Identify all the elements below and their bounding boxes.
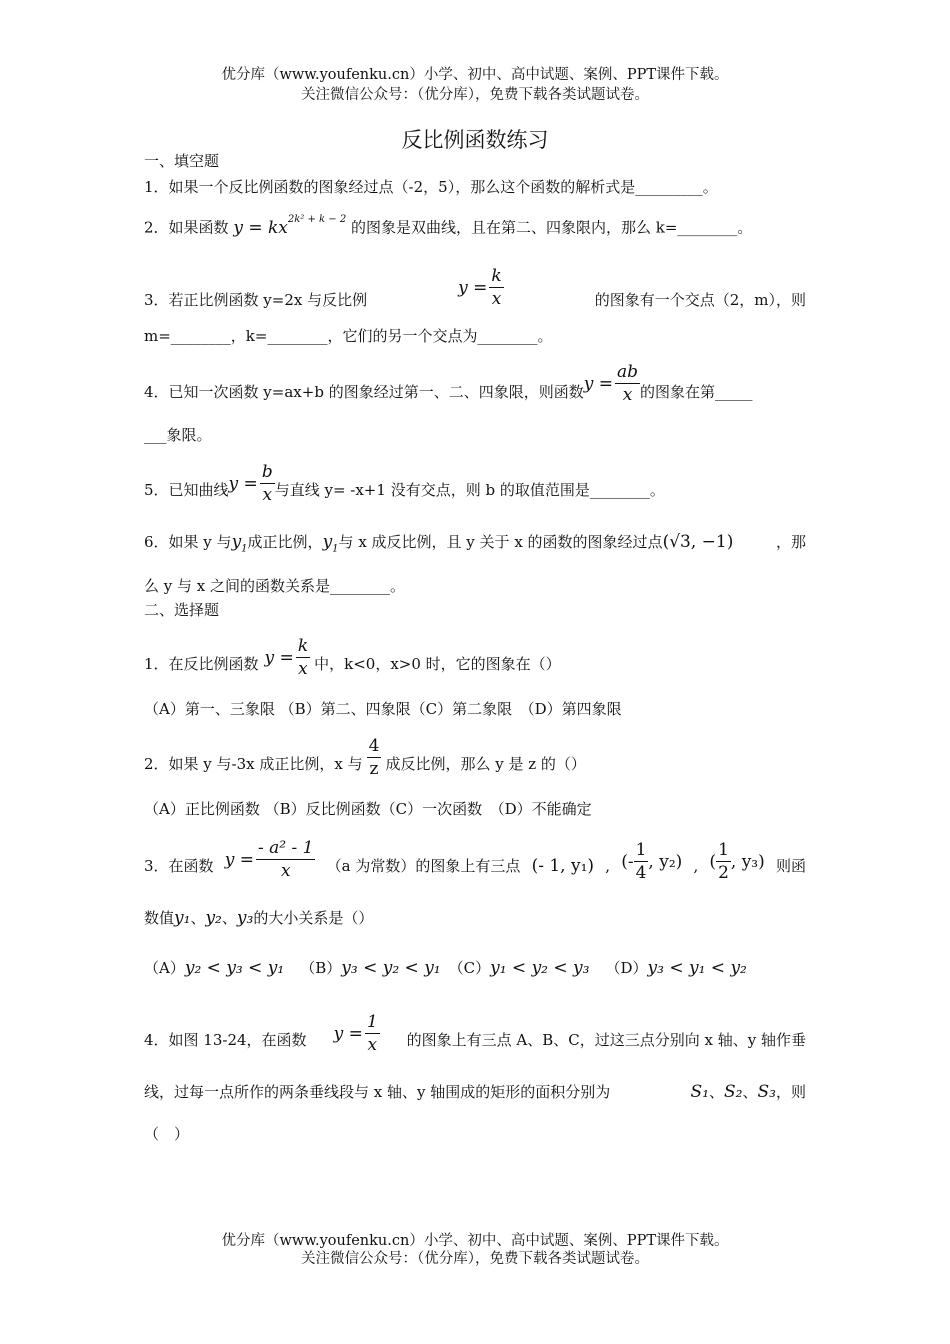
c1-equation: y = $\frac{k}{x}$ xyxy=(264,636,309,679)
c3-point-2: (- $\frac{1}{4}$ , y₂) xyxy=(621,840,683,883)
q2-prefix: 2．如果函数 xyxy=(144,218,229,237)
section-choice-heading: 二、选择题 xyxy=(144,601,220,619)
choice-question-1-options: （A）第一、三象限 （B）第二、四象限（C）第二象限 （D）第四象限 xyxy=(144,700,622,718)
fill-question-6-line2: 么 y 与 x 之间的函数关系是________。 xyxy=(144,577,406,595)
c3-option-d-label: （D） xyxy=(605,959,648,977)
q6-point: (√3, −1) xyxy=(662,532,734,552)
fill-question-3-line2: m=________，k=________，它们的另一个交点为________。 xyxy=(144,327,553,345)
choice-question-4-line3: （ ） xyxy=(144,1125,190,1143)
q3-suffix: 的图象有一个交点（2，m），则 xyxy=(594,291,806,309)
q2-equation: $y = kx^{2k^2 + k - 2}$ xyxy=(233,214,347,238)
q5-equation: y = $\frac{b}{x}$ xyxy=(228,462,273,505)
c3-option-a: y₂ < y₃ < y₁ xyxy=(184,958,285,978)
c3-option-c: y₁ < y₂ < y₃ xyxy=(490,958,590,978)
q3-equation: y = $\frac{k}{x}$ xyxy=(458,266,502,309)
page-header-line1: 优分库（www.youfenku.cn）小学、初中、高中试题、案例、PPT课件下载。 xyxy=(221,67,729,83)
fill-question-3 xyxy=(144,250,806,310)
c3-option-b-label: （B） xyxy=(300,959,342,977)
page-title: 反比例函数练习 xyxy=(401,128,549,152)
q6-y1-a: $y_1$ xyxy=(231,532,248,555)
c3-equation: y = $\frac{\text{- a² - 1}}{x}$ xyxy=(224,838,314,881)
page-footer-line1: 优分库（www.youfenku.cn）小学、初中、高中试题、案例、PPT课件下载。 xyxy=(221,1233,729,1249)
choice-question-3: 3．在函数 y = $\frac{\text{- a² - 1}}{x}$ （a 为常数）的图象上有三点 (- 1, y₁) , (- $\frac{1}{4}$ , y₂) , ( $\frac{1}{2}$ , y₃) 则函 xyxy=(144,838,806,883)
q4-suffix: 的图象在第_____ xyxy=(640,383,753,401)
choice-question-3-line2: 数值y₁、y₂、y₃的大小关系是（） xyxy=(144,908,374,928)
fill-question-6: 6．如果 y 与$y_1$成正比例，$y_1$与 x 成反比例，且 y 关于 x 的函数的图象经过点(√3, −1) ，那 xyxy=(144,532,806,555)
q5-suffix: 与直线 y= -x+1 没有交点，则 b 的取值范围是________。 xyxy=(274,481,665,499)
q6-y1-b: $y_1$ xyxy=(322,532,339,555)
fill-question-5 xyxy=(144,450,665,505)
c3-option-a-label: （A） xyxy=(144,959,185,977)
choice-question-2: 2．如果 y 与-3x 成正比例，x 与 $\frac{4}{z}$ 成反比例，那么 y 是 z 的（） xyxy=(144,736,586,779)
choice-question-1: 1．在反比例函数 y = $\frac{k}{x}$ 中，k<0，x>0 时，它的图象在（） xyxy=(144,636,561,679)
fill-question-1: 1．如果一个反比例函数的图象经过点（-2，5），那么这个函数的解析式是_________。 xyxy=(144,178,718,196)
q6-suffix: ，那 xyxy=(775,533,806,551)
q3-prefix: 3．若正比例函数 y=2x 与反比例 xyxy=(144,291,368,309)
q4-equation: y = $\frac{ab}{x}$ xyxy=(583,362,638,405)
choice-question-4-line2: 线，过每一点所作的两条垂线段与 x 轴、y 轴围成的矩形的面积分别为 S₁、S₂、S₃，则 xyxy=(144,1082,806,1102)
c3-option-d: y₃ < y₁ < y₂ xyxy=(647,958,747,978)
c3-option-c-label: （C） xyxy=(448,959,491,977)
page-header-line2: 关注微信公众号：（优分库），免费下载各类试题试卷。 xyxy=(301,87,649,103)
c4-equation: y = $\frac{1}{x}$ xyxy=(333,1012,378,1055)
choice-question-3-options xyxy=(144,958,806,978)
q5-prefix: 5．已知曲线 xyxy=(144,481,229,499)
section-fill-in-heading: 一、填空题 xyxy=(144,152,220,170)
choice-question-2-options: （A）正比例函数 （B）反比例函数（C）一次函数 （D）不能确定 xyxy=(144,800,592,818)
q4-prefix: 4．已知一次函数 y=ax+b 的图象经过第一、二、四象限，则函数 xyxy=(144,383,584,401)
c3-point-1: (- 1, y₁) xyxy=(531,856,595,876)
c3-option-b: y₃ < y₂ < y₁ xyxy=(341,958,441,978)
fill-question-2 xyxy=(144,214,752,238)
fill-question-4 xyxy=(144,352,806,405)
c3-point-3: ( $\frac{1}{2}$ , y₃) xyxy=(709,840,765,883)
page-footer-line2: 关注微信公众号：（优分库），免费下载各类试题试卷。 xyxy=(301,1251,649,1267)
choice-question-4: 4．如图 13-24，在函数 y = $\frac{1}{x}$ 的图象上有三点 A、B、C，过这三点分别向 x 轴、y 轴作垂 xyxy=(144,1012,806,1055)
fill-question-4-line2: ___象限。 xyxy=(144,426,212,444)
c2-fraction: $\frac{4}{z}$ xyxy=(368,736,380,779)
q2-suffix: 的图象是双曲线，且在第二、四象限内，那么 k=________。 xyxy=(350,218,753,237)
